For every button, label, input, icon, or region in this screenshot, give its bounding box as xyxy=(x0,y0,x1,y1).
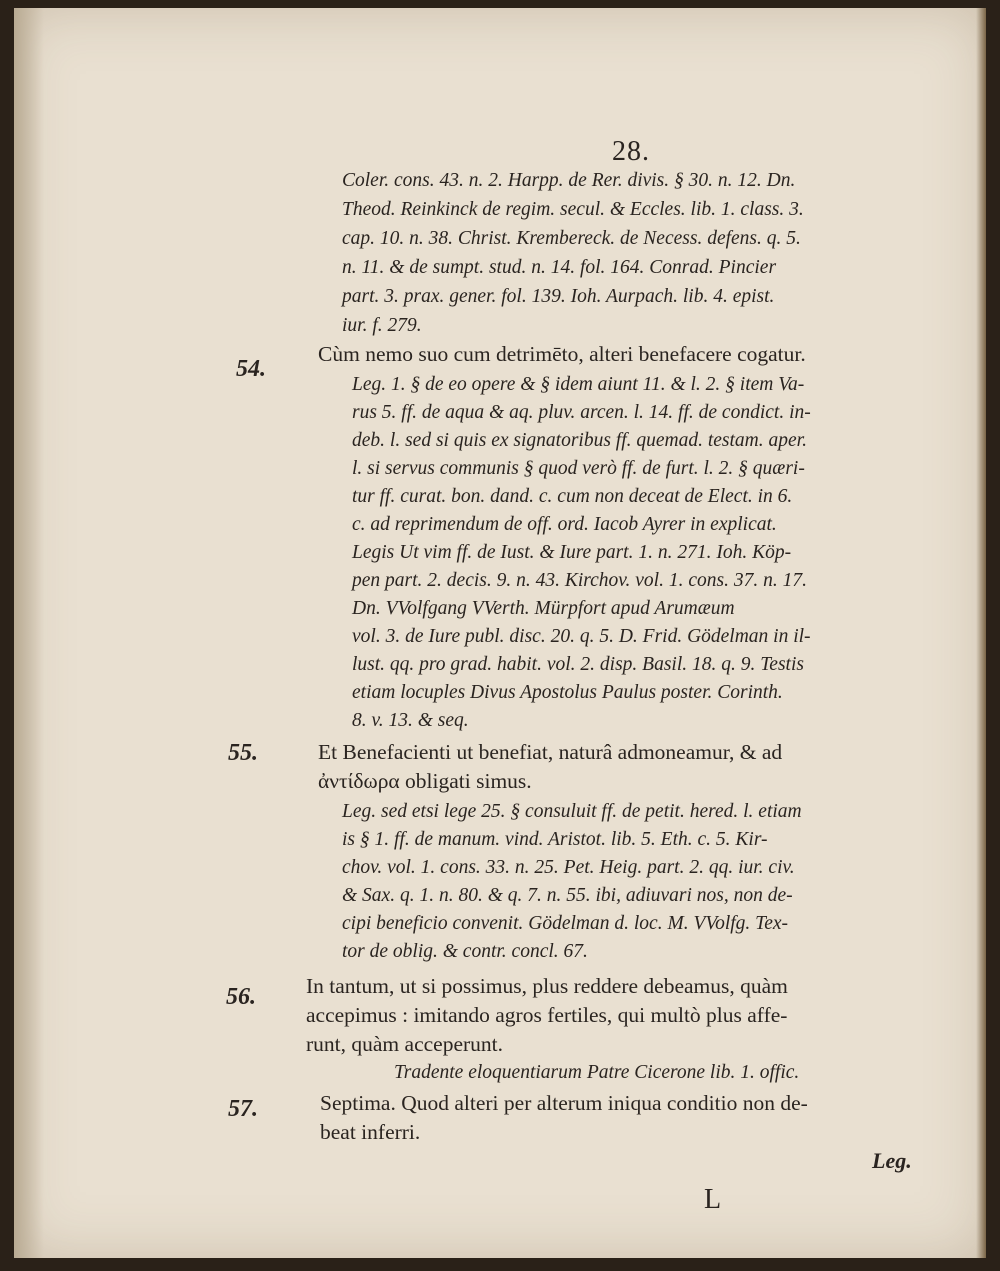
note-line: Dn. VVolfgang VVerth. Mürpfort apud Arumæum xyxy=(352,598,735,619)
main-text-line: ἀντίδωρα obligati simus. xyxy=(318,769,532,793)
intro-line: Coler. cons. 43. n. 2. Harpp. de Rer. divis. § 30. n. 12. Dn. xyxy=(342,170,796,191)
note-line: vol. 3. de Iure publ. disc. 20. q. 5. D. Frid. Gödelman in il- xyxy=(352,626,811,647)
intro-line: Theod. Reinkinck de regim. secul. & Eccles. lib. 1. class. 3. xyxy=(342,199,804,220)
intro-line: part. 3. prax. gener. fol. 139. Ioh. Aurpach. lib. 4. epist. xyxy=(342,286,775,307)
note-line: tur ff. curat. bon. dand. c. cum non deceat de Elect. in 6. xyxy=(352,486,793,507)
main-text-line: In tantum, ut si possimus, plus reddere debeamus, quàm xyxy=(306,974,788,998)
note-line: pen part. 2. decis. 9. n. 43. Kirchov. vol. 1. cons. 37. n. 17. xyxy=(352,570,807,591)
main-text-line: beat inferri. xyxy=(320,1120,421,1144)
note-line: Legis Ut vim ff. de Iust. & Iure part. 1. n. 271. Ioh. Köp- xyxy=(352,542,792,563)
note-line: c. ad reprimendum de off. ord. Iacob Ayrer in explicat. xyxy=(352,514,777,535)
intro-line: cap. 10. n. 38. Christ. Krembereck. de Necess. defens. q. 5. xyxy=(342,228,801,249)
main-text-line: Cùm nemo suo cum detrimēto, alteri benefacere cogatur. xyxy=(318,342,806,366)
intro-line: n. 11. & de sumpt. stud. n. 14. fol. 164. Conrad. Pincier xyxy=(342,257,777,278)
note-line: 8. v. 13. & seq. xyxy=(352,710,469,731)
note-line: & Sax. q. 1. n. 80. & q. 7. n. 55. ibi, adiuvari nos, non de- xyxy=(342,885,793,906)
book-page xyxy=(14,8,986,1258)
intro-line: iur. f. 279. xyxy=(342,315,422,336)
note-line: lust. qq. pro grad. habit. vol. 2. disp. Basil. 18. q. 9. Testis xyxy=(352,654,804,675)
main-text-line: runt, quàm acceperunt. xyxy=(306,1032,503,1056)
note-line: rus 5. ff. de aqua & aq. pluv. arcen. l. 14. ff. de condict. in- xyxy=(352,402,811,423)
paragraph-number: 56. xyxy=(226,984,256,1010)
main-text-line: Et Benefacienti ut benefiat, naturâ admoneamur, & ad xyxy=(318,740,783,764)
paragraph-number: 54. xyxy=(236,356,266,382)
note-line: Leg. 1. § de eo opere & § idem aiunt 11. & l. 2. § item Va- xyxy=(352,374,805,395)
catchword: Leg. xyxy=(872,1148,912,1173)
page-number: 28. xyxy=(612,136,650,167)
main-text-line: Septima. Quod alteri per alterum iniqua conditio non de- xyxy=(320,1091,808,1115)
note-line: etiam locuples Divus Apostolus Paulus poster. Corinth. xyxy=(352,682,783,703)
paragraph-number: 57. xyxy=(228,1096,258,1122)
signature-mark: L xyxy=(704,1184,722,1215)
note-line: chov. vol. 1. cons. 33. n. 25. Pet. Heig. part. 2. qq. iur. civ. xyxy=(342,857,795,878)
main-text-line: accepimus : imitando agros fertiles, qui multò plus affe- xyxy=(306,1003,788,1027)
note-line: deb. l. sed si quis ex signatoribus ff. quemad. testam. aper. xyxy=(352,430,807,451)
note-line: tor de oblig. & contr. concl. 67. xyxy=(342,941,588,962)
note-line: cipi beneficio convenit. Gödelman d. loc. M. VVolfg. Tex- xyxy=(342,913,789,934)
note-line: Leg. sed etsi lege 25. § consuluit ff. de petit. hered. l. etiam xyxy=(342,801,802,822)
note-line: l. si servus communis § quod verò ff. de furt. l. 2. § quæri- xyxy=(352,458,805,479)
page-edge-shadow xyxy=(976,8,986,1258)
paragraph-number: 55. xyxy=(228,740,258,766)
page-gutter-shadow xyxy=(14,8,44,1258)
note-line: is § 1. ff. de manum. vind. Aristot. lib. 5. Eth. c. 5. Kir- xyxy=(342,829,768,850)
note-line: Tradente eloquentiarum Patre Cicerone lib. 1. offic. xyxy=(394,1062,800,1083)
